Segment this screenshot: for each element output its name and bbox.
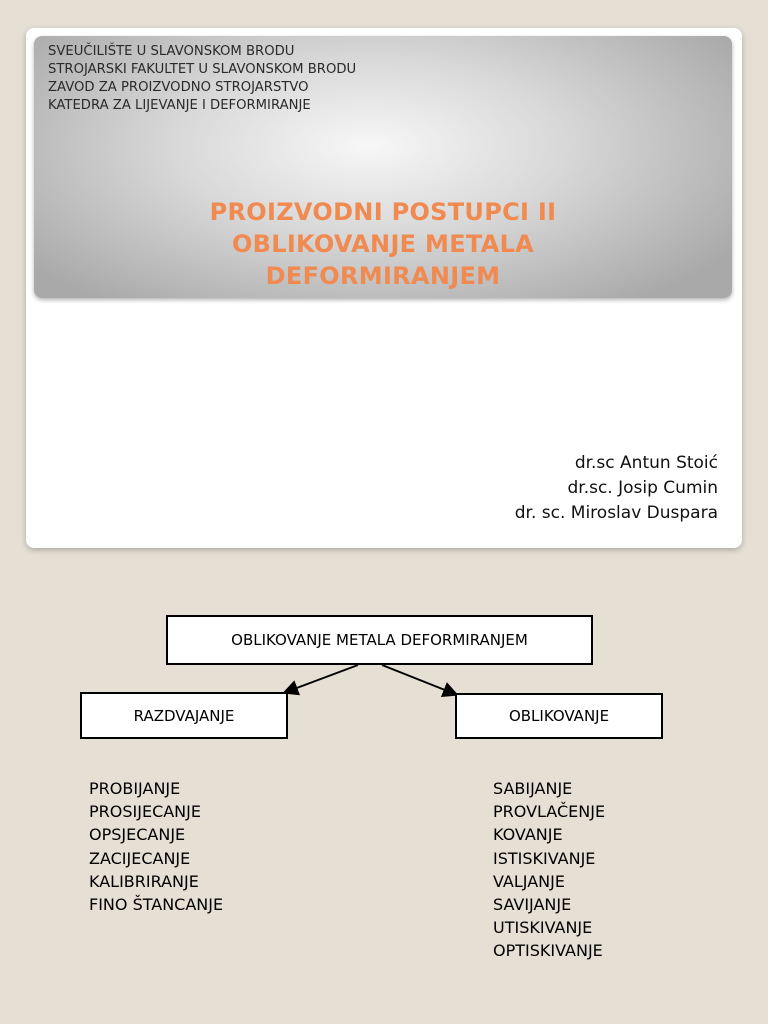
list-item: OPTISKIVANJE	[493, 941, 603, 961]
diagram-root-box	[166, 615, 593, 665]
list-item: PROSIJECANJE	[89, 802, 201, 822]
list-item: SAVIJANJE	[493, 895, 572, 915]
list-item: FINO ŠTANCANJE	[89, 895, 224, 915]
list-item: VALJANJE	[493, 871, 565, 891]
list-item: KALIBRIRANJE	[89, 871, 199, 891]
diagram-left-box	[80, 692, 288, 739]
right-process-list	[493, 777, 605, 963]
list-item: ISTISKIVANJE	[493, 848, 596, 868]
title-line: DEFORMIRANJEM	[265, 262, 501, 290]
author-name: dr.sc. Josip Cumin	[567, 478, 718, 498]
list-item: KOVANJE	[493, 825, 563, 845]
diagram-right-box	[455, 693, 663, 739]
title-line: OBLIKOVANJE METALA	[231, 230, 535, 258]
arrow-to-razdvajanje	[286, 665, 358, 692]
diagram-root-label: OBLIKOVANJE METALA DEFORMIRANJEM	[231, 631, 528, 649]
left-process-list	[89, 777, 223, 916]
list-item: PROBIJANJE	[89, 779, 181, 798]
diagram-left-label: RAZDVAJANJE	[133, 706, 235, 725]
list-item: UTISKIVANJE	[493, 918, 593, 938]
author-name: dr.sc Antun Stoić	[574, 453, 718, 473]
list-item: OPSJECANJE	[89, 825, 186, 845]
diagram-right-label: OBLIKOVANJE	[508, 707, 610, 725]
list-item: SABIJANJE	[493, 779, 573, 798]
institution-line: SVEUČILIŠTE U SLAVONSKOM BRODU	[48, 44, 295, 59]
arrow-to-oblikovanje	[382, 665, 455, 694]
title-line: PROIZVODNI POSTUPCI II	[209, 198, 557, 226]
institution-line: KATEDRA ZA LIJEVANJE I DEFORMIRANJE	[48, 98, 311, 113]
author-name: dr. sc. Miroslav Duspara	[514, 503, 718, 523]
institution-line: STROJARSKI FAKULTET U SLAVONSKOM BRODU	[48, 62, 357, 77]
list-item: ZACIJECANJE	[89, 848, 191, 868]
list-item: PROVLAČENJE	[493, 802, 606, 822]
institution-line: ZAVOD ZA PROIZVODNO STROJARSTVO	[48, 80, 309, 95]
